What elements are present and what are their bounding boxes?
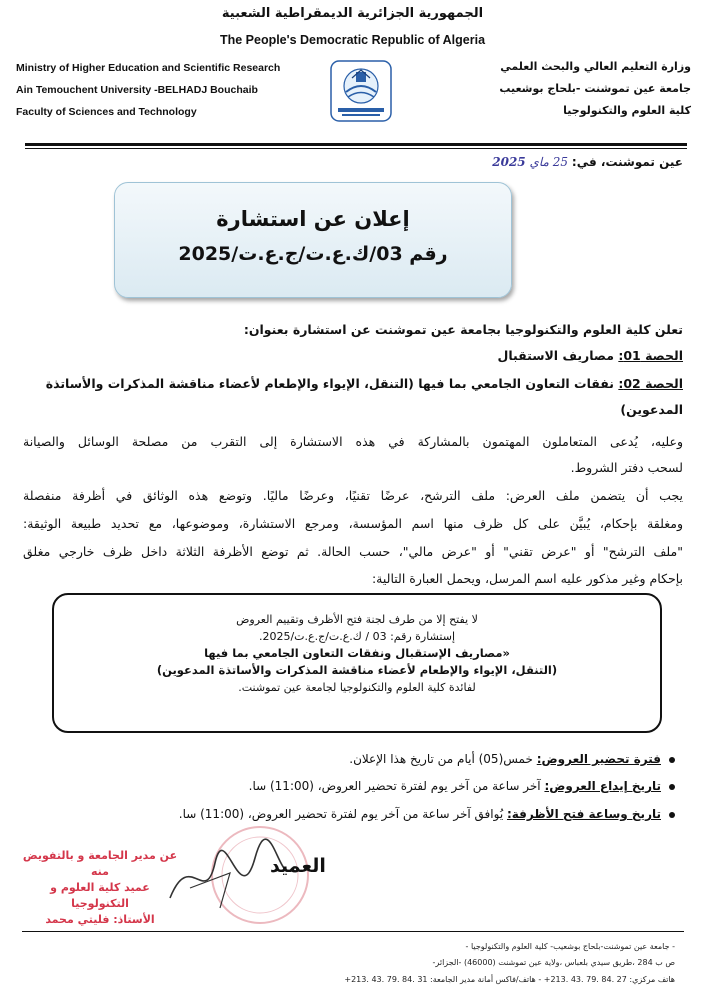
date-line bbox=[492, 155, 683, 169]
republic-title-en: The People's Democratic Republic of Algeria bbox=[219, 33, 486, 47]
envelope-line-5: لفائدة كلية العلوم والتكنولوجيا لجامعة عين تموشنت. bbox=[238, 681, 476, 694]
envelope-label-box bbox=[52, 593, 662, 733]
header-rule-thin bbox=[25, 148, 687, 149]
faculty-en: Faculty of Sciences and Technology bbox=[16, 106, 197, 118]
footer-line-1: - جامعة عين تموشنت-بلحاج بوشعيب- كلية العلوم والتكنولوجيا - bbox=[465, 942, 675, 951]
ministry-ar: وزارة التعليم العالي والبحث العلمي bbox=[500, 60, 691, 73]
lot-2 bbox=[23, 376, 683, 392]
footer-rule bbox=[22, 931, 684, 932]
paragraph-2-line-2: ومغلقة بإحكام، يُبيَّن على كل ظرف منها اسم المؤسسة، ومرجع الاستشارة، وموضوعها، مع تحديد طبيعة الوثيقة: bbox=[23, 516, 683, 531]
bullet-label: تاريخ إيداع العروض: bbox=[544, 779, 661, 793]
envelope-line-1: لا يفتح إلا من طرف لجنة فتح الأظرف وتقييم العروض bbox=[236, 613, 478, 626]
bullet-dot-icon bbox=[669, 784, 675, 790]
paragraph-2-line-1: يجب أن يتضمن ملف العرض: ملف الترشح، عرضًا تقنيًا، وعرضًا ماليًا. وتوضع هذه الوثائق في أظرفة منفصلة bbox=[23, 488, 683, 503]
bullet-text: يُوافق آخر ساعة من آخر يوم لفترة تحضير العروض، (11:00) سا. bbox=[178, 807, 507, 821]
lot-2-continued: المدعوين) bbox=[620, 402, 683, 417]
ministry-en: Ministry of Higher Education and Scientific Research bbox=[16, 62, 281, 74]
bullet-text: خمس(05) أيام من تاريخ هذا الإعلان. bbox=[349, 752, 537, 766]
stamp-line-3: الأستاذ: فليتي محمد bbox=[45, 913, 155, 926]
announcement-title-box bbox=[114, 182, 512, 298]
stamp-line-1: عن مدير الجامعة و بالتفويض منه bbox=[22, 849, 178, 878]
footer-line-2: ص ب 284 ،طريق سيدي بلعباس ،ولاية عين تموشنت (46000) -الجزائر- bbox=[432, 958, 675, 967]
date-year: 2025 bbox=[492, 155, 526, 169]
bullet-dot-icon bbox=[669, 757, 675, 763]
stamp-line-2: عميد كلية العلوم و التكنولوجيا bbox=[50, 881, 150, 910]
date-place: عين تموشنت، في: bbox=[571, 155, 683, 169]
dean-title: العميد bbox=[270, 855, 326, 877]
university-ar: جامعة عين تموشنت -بلحاج بوشعيب bbox=[499, 82, 691, 95]
signature-icon bbox=[160, 838, 300, 918]
envelope-line-4: (التنقل، الإيواء والإطعام لأعضاء مناقشة المذكرات والأساتذة المدعوين) bbox=[156, 663, 558, 677]
lot-1-label: الحصة 01: bbox=[618, 348, 683, 363]
dean-stamp bbox=[20, 848, 180, 928]
bullet-dot-icon bbox=[669, 812, 675, 818]
envelope-line-3: «مصاريف الإستقبال ونفقات التعاون الجامعي بما فيها bbox=[204, 646, 510, 660]
lot-1-text: مصاريف الاستقبال bbox=[497, 348, 614, 363]
bullet-item bbox=[35, 779, 675, 793]
paragraph-2-line-3: "ملف الترشح" أو "عرض تقني" أو "عرض مالي"، حسب الحالة. ثم توضع الأظرفة الثلاثة داخل ظرف خارجي مغلق bbox=[23, 544, 683, 559]
lot-2-text: نفقات التعاون الجامعي بما فيها (التنقل، الإيواء والإطعام لأعضاء مناقشة المذكرات والأساتذة bbox=[45, 376, 614, 391]
paragraph-2-line-4: بإحكام وغير مذكور عليه اسم المرسل، ويحمل العبارة التالية: bbox=[371, 571, 683, 586]
paragraph-1-line-1: وعليه، يُدعى المتعاملون المهتمون بالمشاركة في هذه الاستشارة إلى التقرب من مصلحة الوسائل والصيانة bbox=[23, 434, 683, 449]
bullet-label: فترة تحضير العروض: bbox=[536, 752, 661, 766]
date-month: ماي bbox=[529, 155, 549, 169]
footer-line-3: هاتف مركزي: 27 .84 .79 .43 .213+ - هاتف/فاكس أمانة مدير الجامعة: 31 .84 .79 .43 .213+ bbox=[344, 975, 675, 984]
header-rule-thick bbox=[25, 143, 687, 146]
lot-2-label: الحصة 02: bbox=[618, 376, 683, 391]
bullet-item bbox=[35, 807, 675, 821]
intro-text: تعلن كلية العلوم والتكنولوجيا بجامعة عين تموشنت عن استشارة بعنوان: bbox=[243, 322, 683, 337]
university-en: Ain Temouchent University -BELHADJ Bouchaib bbox=[16, 84, 258, 96]
faculty-ar: كلية العلوم والتكنولوجيا bbox=[563, 104, 691, 117]
paragraph-1-line-2: لسحب دفتر الشروط. bbox=[570, 460, 683, 475]
envelope-line-2: إستشارة رقم: 03 / ك.ع.ت/ج.ع.ت/2025. bbox=[258, 630, 456, 643]
bullet-text: آخر ساعة من آخر يوم لفترة تحضير العروض، (11:00) سا. bbox=[248, 779, 545, 793]
consultation-number: رقم 03/ك.ع.ت/ج.ع.ت/2025 bbox=[178, 243, 448, 265]
university-logo bbox=[330, 60, 392, 122]
lot-1 bbox=[23, 348, 683, 364]
date-day: 25 bbox=[552, 155, 569, 169]
bullet-label: تاريخ وساعة فتح الأظرفة: bbox=[506, 807, 661, 821]
announcement-title: إعلان عن استشارة bbox=[216, 207, 410, 231]
bullet-item bbox=[35, 752, 675, 766]
republic-title-ar: الجمهورية الجزائرية الديمقراطية الشعبية bbox=[221, 6, 484, 21]
